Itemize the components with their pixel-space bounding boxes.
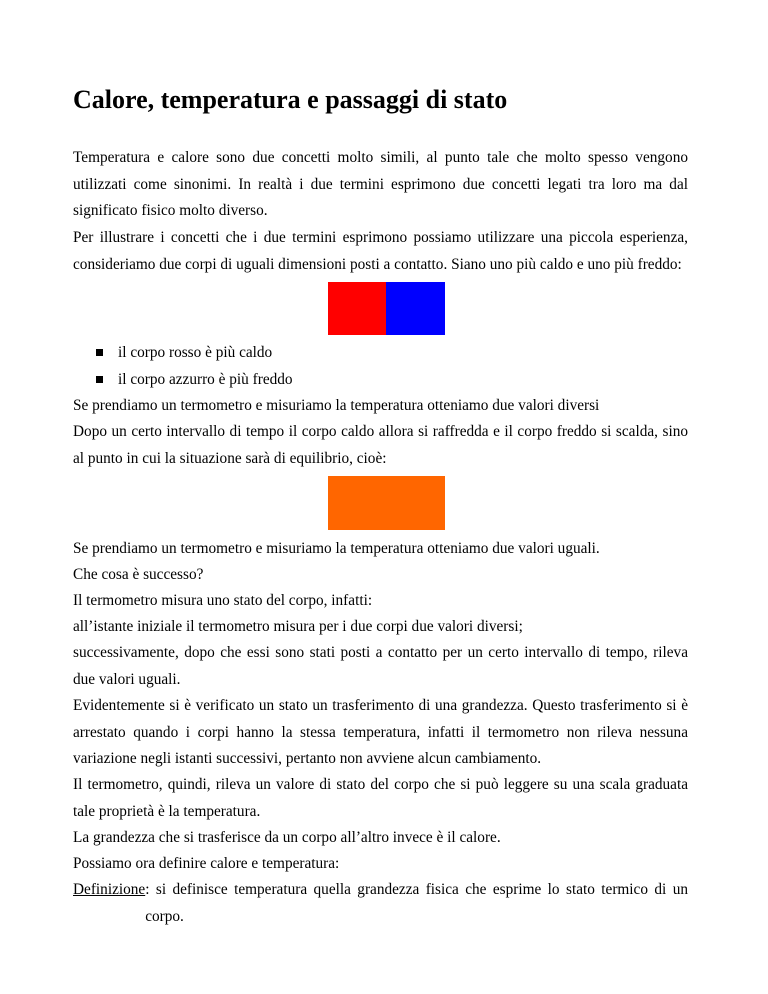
definition-block — [73, 877, 688, 930]
bullet-list — [73, 340, 688, 393]
subsequently-paragraph: successivamente, dopo che essi sono stati posti a contatto per un certo intervallo di tempo, rileva due valori uguali. — [73, 644, 688, 688]
list-item — [73, 367, 688, 394]
define-now-line: Possiamo ora definire calore e temperatura: — [73, 855, 340, 872]
bullet-text: il corpo azzurro è più freddo — [118, 370, 293, 388]
square-bullet-icon — [96, 349, 103, 356]
definition-label: Definizione — [73, 881, 146, 898]
equilibrium-orange-rectangle — [328, 476, 445, 530]
heat-transfer-line: La grandezza che si trasferisce da un corpo all’altro invece è il calore. — [73, 829, 501, 846]
question-line: Che cosa è successo? — [73, 566, 204, 583]
initial-instant-line: all’istante iniziale il termometro misura per i due corpi due valori diversi; — [73, 618, 523, 635]
evidently-paragraph: Evidentemente si è verificato un stato un trasferimento di una grandezza. Questo trasferimento si è arrestato quando i corpi hanno la stessa temperatura, infatti il termometro non rileva nessuna variazione negli istanti successivi, pertanto non avviene alcun cambiamento. — [73, 697, 688, 767]
thermometer-state-line: Il termometro misura uno stato del corpo, infatti: — [73, 592, 373, 609]
measure-paragraph-1: Se prendiamo un termometro e misuriamo la temperatura otteniamo due valori diversi — [73, 397, 600, 414]
hot-body-red-square — [328, 282, 386, 335]
thermometer-value-paragraph: Il termometro, quindi, rileva un valore di stato del corpo che si può leggere su una scala graduata tale proprietà è la temperatura. — [73, 776, 688, 820]
bullet-text: il corpo rosso è più caldo — [118, 344, 273, 361]
cold-body-blue-square — [386, 282, 445, 335]
list-item — [73, 340, 688, 367]
measure-paragraph-2: Se prendiamo un termometro e misuriamo la temperatura otteniamo due valori uguali. — [73, 540, 600, 557]
after-interval-paragraph: Dopo un certo intervallo di tempo il corpo caldo allora si raffredda e il corpo freddo si scalda, sino al punto in cui la situazione sarà di equilibrio, cioè: — [73, 423, 688, 467]
definition-text: : si definisce temperatura quella grandezza fisica che esprime lo stato termico di un corpo. — [145, 881, 688, 925]
intro-paragraph: Temperatura e calore sono due concetti molto simili, al punto tale che molto spesso vengono utilizzati come sinonimi. In realtà i due termini esprimono due concetti legati tra loro ma dal significato fisico molto diverso. — [73, 149, 688, 219]
page-title: Calore, temperatura e passaggi di stato — [73, 85, 508, 114]
square-bullet-icon — [96, 376, 103, 383]
illustrate-paragraph: Per illustrare i concetti che i due termini esprimono possiamo utilizzare una piccola esperienza, consideriamo due corpi di uguali dimensioni posti a contatto. Siano uno più caldo e uno più freddo: — [73, 229, 688, 273]
